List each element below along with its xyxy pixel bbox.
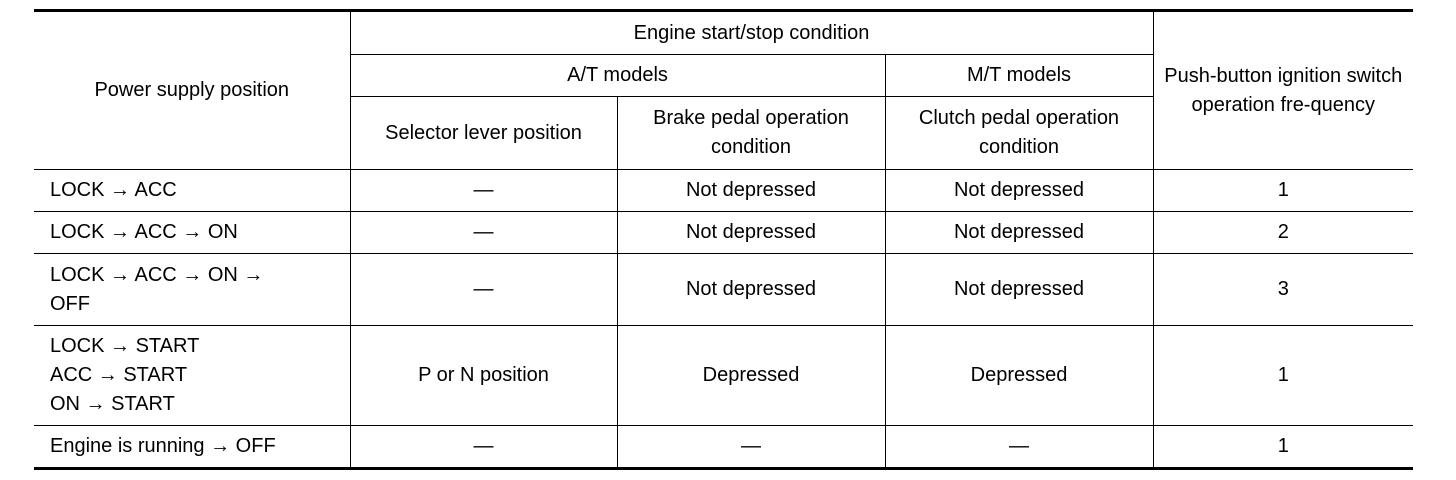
selector-lever-cell: — [350, 426, 617, 469]
power-supply-position-cell [34, 326, 350, 426]
frequency-cell: 1 [1153, 170, 1413, 212]
header-mt-models: M/T models [885, 55, 1153, 97]
clutch-pedal-cell: Not depressed [885, 254, 1153, 326]
clutch-pedal-cell: Depressed [885, 326, 1153, 426]
position-line: LOCK → ACC → ON → [50, 263, 264, 286]
header-clutch-pedal-condition: Clutch pedal operation condition [885, 97, 1153, 170]
frequency-cell: 1 [1153, 326, 1413, 426]
position-line: ON → START [50, 393, 175, 415]
position-line: ACC → START [50, 364, 188, 386]
header-selector-lever-position: Selector lever position [350, 97, 617, 170]
brake-pedal-cell: Not depressed [617, 254, 885, 326]
table-row [34, 326, 1413, 426]
brake-pedal-cell: Not depressed [617, 212, 885, 254]
operation-table [34, 9, 1413, 470]
frequency-cell: 2 [1153, 212, 1413, 254]
frequency-cell: 1 [1153, 426, 1413, 469]
selector-lever-cell: — [350, 254, 617, 326]
power-supply-position-cell [34, 426, 350, 469]
clutch-pedal-cell: — [885, 426, 1153, 469]
table-row [34, 254, 1413, 326]
table-row [34, 212, 1413, 254]
brake-pedal-cell: — [617, 426, 885, 469]
header-operation-frequency: Push-button ignition switch operation fre-quency [1153, 11, 1413, 170]
selector-lever-cell: — [350, 212, 617, 254]
selector-lever-cell: P or N position [350, 326, 617, 426]
header-engine-start-stop-condition: Engine start/stop condition [350, 11, 1153, 55]
position-line: OFF [50, 292, 90, 315]
clutch-pedal-cell: Not depressed [885, 170, 1153, 212]
brake-pedal-cell: Not depressed [617, 170, 885, 212]
position-line: LOCK → ACC → ON [50, 221, 238, 243]
position-line: LOCK → START [50, 335, 200, 357]
header-brake-pedal-condition: Brake pedal operation condition [617, 97, 885, 170]
position-line: LOCK → ACC [50, 179, 177, 201]
table-row [34, 170, 1413, 212]
selector-lever-cell: — [350, 170, 617, 212]
frequency-cell: 3 [1153, 254, 1413, 326]
power-supply-position-cell [34, 254, 350, 326]
clutch-pedal-cell: Not depressed [885, 212, 1153, 254]
header-row-1 [34, 11, 1413, 55]
header-power-supply-position: Power supply position [34, 11, 350, 170]
power-supply-position-cell [34, 170, 350, 212]
position-line: Engine is running → OFF [50, 435, 276, 457]
power-supply-position-cell [34, 212, 350, 254]
table-row [34, 426, 1413, 469]
header-at-models: A/T models [350, 55, 885, 97]
brake-pedal-cell: Depressed [617, 326, 885, 426]
